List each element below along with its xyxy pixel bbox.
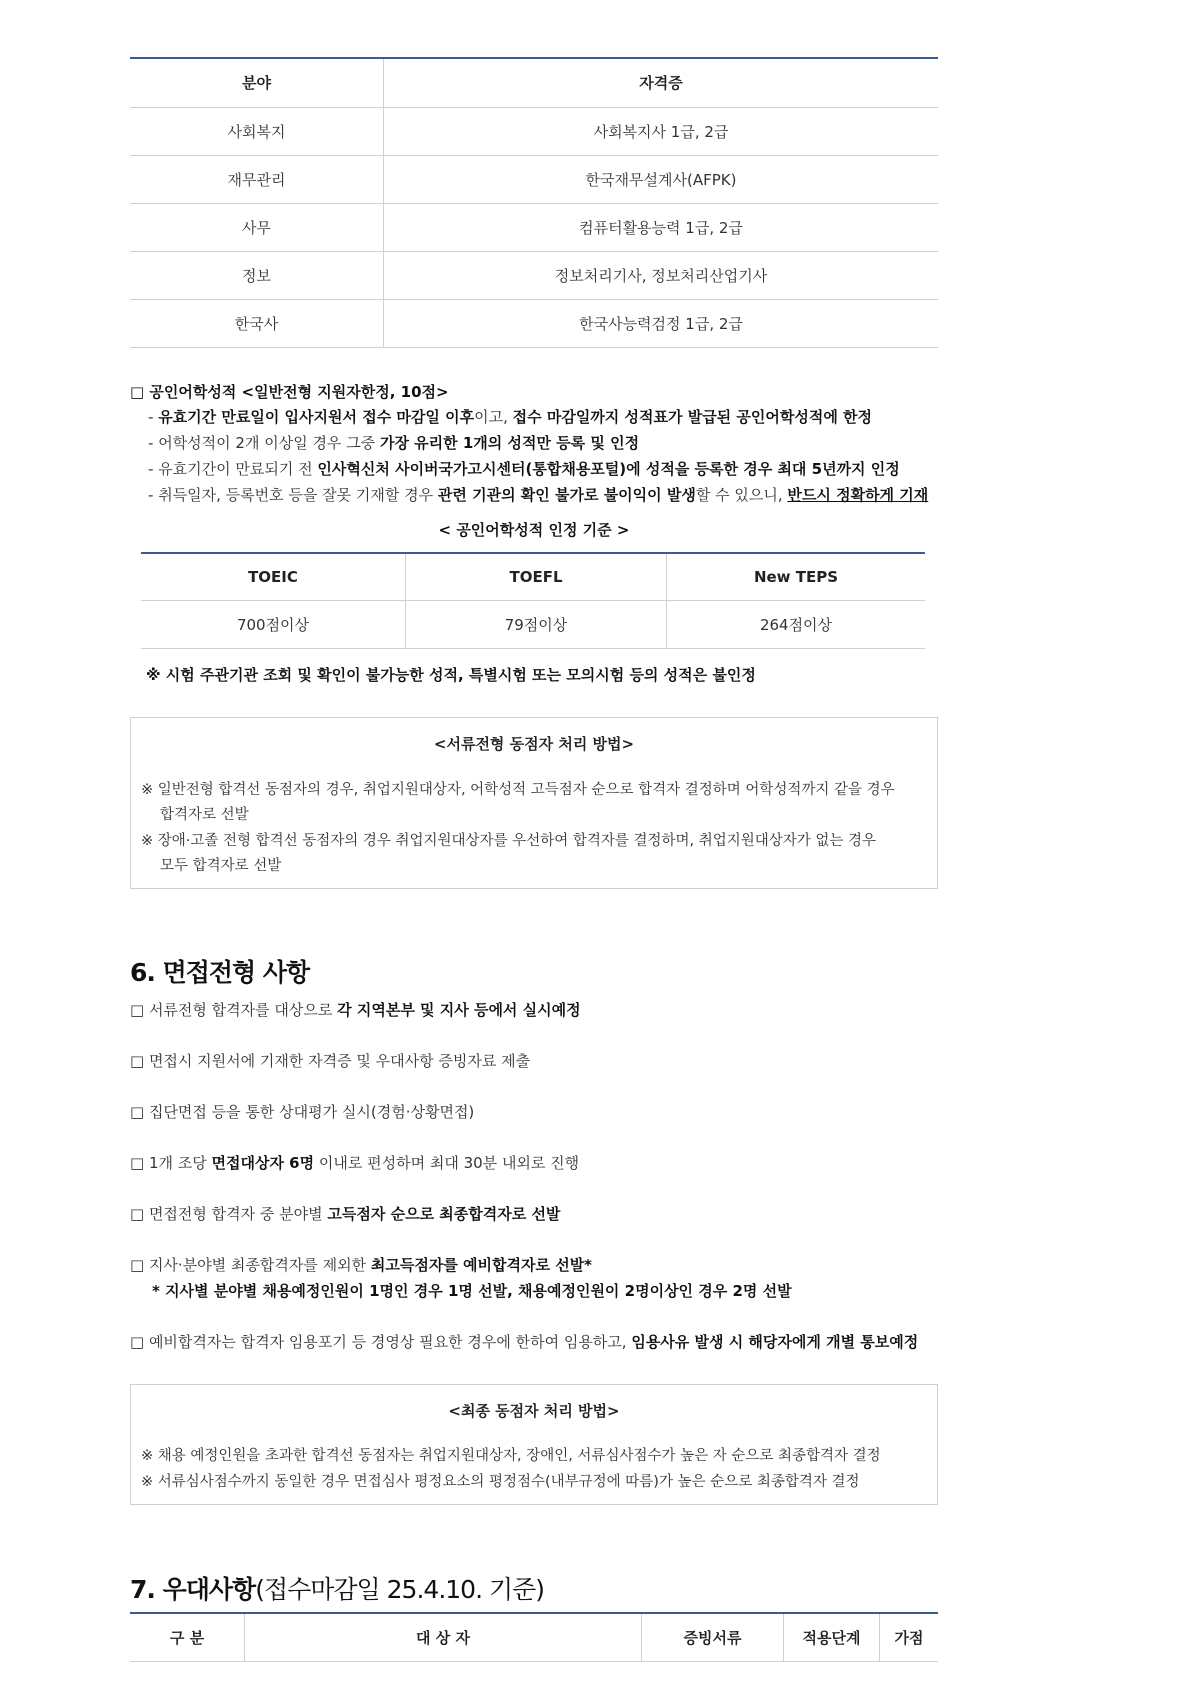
table-row xyxy=(141,600,925,648)
pref-header: 대 상 자 xyxy=(245,1613,642,1661)
pref-header: 증빙서류 xyxy=(642,1613,784,1661)
final-tie-title: <최종 동점자 처리 방법> xyxy=(448,1402,620,1420)
final-tie-line: ※ 채용 예정인원을 초과한 합격선 동점자는 취업지원대상자, 장애인, 서류심사점수가 높은 자 순으로 최종합격자 결정 xyxy=(141,1448,881,1464)
table-cell: 700점이상 xyxy=(141,600,406,648)
table-cell: 정보처리기사, 정보처리산업기사 xyxy=(384,251,939,299)
table-cell: 한국사능력검정 1급, 2급 xyxy=(384,299,939,347)
table-row xyxy=(130,203,938,251)
score-table xyxy=(141,552,925,649)
certificate-table xyxy=(130,57,938,348)
score-table-caption: < 공인어학성적 인정 기준 > xyxy=(438,521,630,539)
table-cell: 한국사 xyxy=(130,299,384,347)
pref-header: 적용단계 xyxy=(784,1613,880,1661)
cert-header-certificate: 자격증 xyxy=(384,58,939,107)
interview-item: □ 예비합격자는 합격자 임용포기 등 경영상 필요한 경우에 한하여 임용하고, 임용사유 발생 시 해당자에게 개별 통보예정 xyxy=(130,1333,919,1351)
section-6-heading: 6. 면접전형 사항 xyxy=(130,958,310,987)
preference-table-clip xyxy=(130,1612,938,1684)
section-7-heading: 7. 우대사항(접수마감일 25.4.10. 기준) xyxy=(130,1575,545,1604)
interview-item: □ 지사·분야별 최종합격자를 제외한 최고득점자를 예비합격자로 선발* xyxy=(130,1256,593,1274)
score-header: TOEFL xyxy=(406,553,667,600)
interview-item: □ 면접시 지원서에 기재한 자격증 및 우대사항 증빙자료 제출 xyxy=(130,1052,531,1070)
preference-table xyxy=(130,1612,938,1662)
interview-subnote: * 지사별 분야별 채용예정인원이 1명인 경우 1명 선발, 채용예정인원이 2명이상인 경우 2명 선발 xyxy=(152,1282,792,1300)
final-tie-box xyxy=(130,1384,938,1505)
table-cell: 사무 xyxy=(130,203,384,251)
score-header: New TEPS xyxy=(667,553,926,600)
table-cell: 264점이상 xyxy=(667,600,926,648)
table-cell: 컴퓨터활용능력 1급, 2급 xyxy=(384,203,939,251)
score-note: ※ 시험 주관기관 조회 및 확인이 불가능한 성적, 특별시험 또는 모의시험 등의 성적은 불인정 xyxy=(146,666,756,684)
table-cell: 사회복지 xyxy=(130,107,384,155)
table-cell: 사회복지사 1급, 2급 xyxy=(384,107,939,155)
pref-header: 가점 xyxy=(880,1613,939,1661)
table-cell: 79점이상 xyxy=(406,600,667,648)
table-cell: 한국재무설계사(AFPK) xyxy=(384,155,939,203)
document-tie-title: <서류전형 동점자 처리 방법> xyxy=(433,735,635,753)
table-row xyxy=(130,251,938,299)
interview-item: □ 면접전형 합격자 중 분야별 고득점자 순으로 최종합격자로 선발 xyxy=(130,1205,561,1223)
document-tie-line: 모두 합격자로 선발 xyxy=(160,858,282,874)
document-tie-line: 합격자로 선발 xyxy=(160,807,249,823)
score-header: TOEIC xyxy=(141,553,406,600)
cert-header-field: 분야 xyxy=(130,58,384,107)
lang-bullet-3: - 유효기간이 만료되기 전 인사혁신처 사이버국가고시센터(통합채용포털)에 성적을 등록한 경우 최대 5년까지 인정 xyxy=(148,460,900,478)
table-cell: 정보 xyxy=(130,251,384,299)
pref-header: 구 분 xyxy=(130,1613,245,1661)
document-tie-box xyxy=(130,717,938,889)
table-row xyxy=(130,299,938,347)
interview-item: □ 1개 조당 면접대상자 6명 이내로 편성하며 최대 30분 내외로 진행 xyxy=(130,1154,580,1172)
table-row xyxy=(130,107,938,155)
lang-bullet-4: - 취득일자, 등록번호 등을 잘못 기재할 경우 관련 기관의 확인 불가로 불이익이 발생할 수 있으니, 반드시 정확하게 기재 xyxy=(148,486,929,504)
lang-bullet-2: - 어학성적이 2개 이상일 경우 그중 가장 유리한 1개의 성적만 등록 및 인정 xyxy=(148,434,640,452)
document-tie-line: ※ 장애·고졸 전형 합격선 동점자의 경우 취업지원대상자를 우선하여 합격자를 결정하며, 취업지원대상자가 없는 경우 xyxy=(141,833,877,849)
interview-item: □ 서류전형 합격자를 대상으로 각 지역본부 및 지사 등에서 실시예정 xyxy=(130,1001,581,1019)
lang-section-title: □ 공인어학성적 <일반전형 지원자한정, 10점> xyxy=(130,383,449,401)
table-cell: 재무관리 xyxy=(130,155,384,203)
final-tie-line: ※ 서류심사점수까지 동일한 경우 면접심사 평정요소의 평정점수(내부규정에 따름)가 높은 순으로 최종합격자 결정 xyxy=(141,1474,860,1490)
lang-bullet-1: - 유효기간 만료일이 입사지원서 접수 마감일 이후이고, 접수 마감일까지 성적표가 발급된 공인어학성적에 한정 xyxy=(148,408,873,426)
document-tie-line: ※ 일반전형 합격선 동점자의 경우, 취업지원대상자, 어학성적 고득점자 순으로 합격자 결정하며 어학성적까지 같을 경우 xyxy=(141,782,895,798)
table-row xyxy=(130,155,938,203)
interview-item: □ 집단면접 등을 통한 상대평가 실시(경험·상황면접) xyxy=(130,1103,475,1121)
